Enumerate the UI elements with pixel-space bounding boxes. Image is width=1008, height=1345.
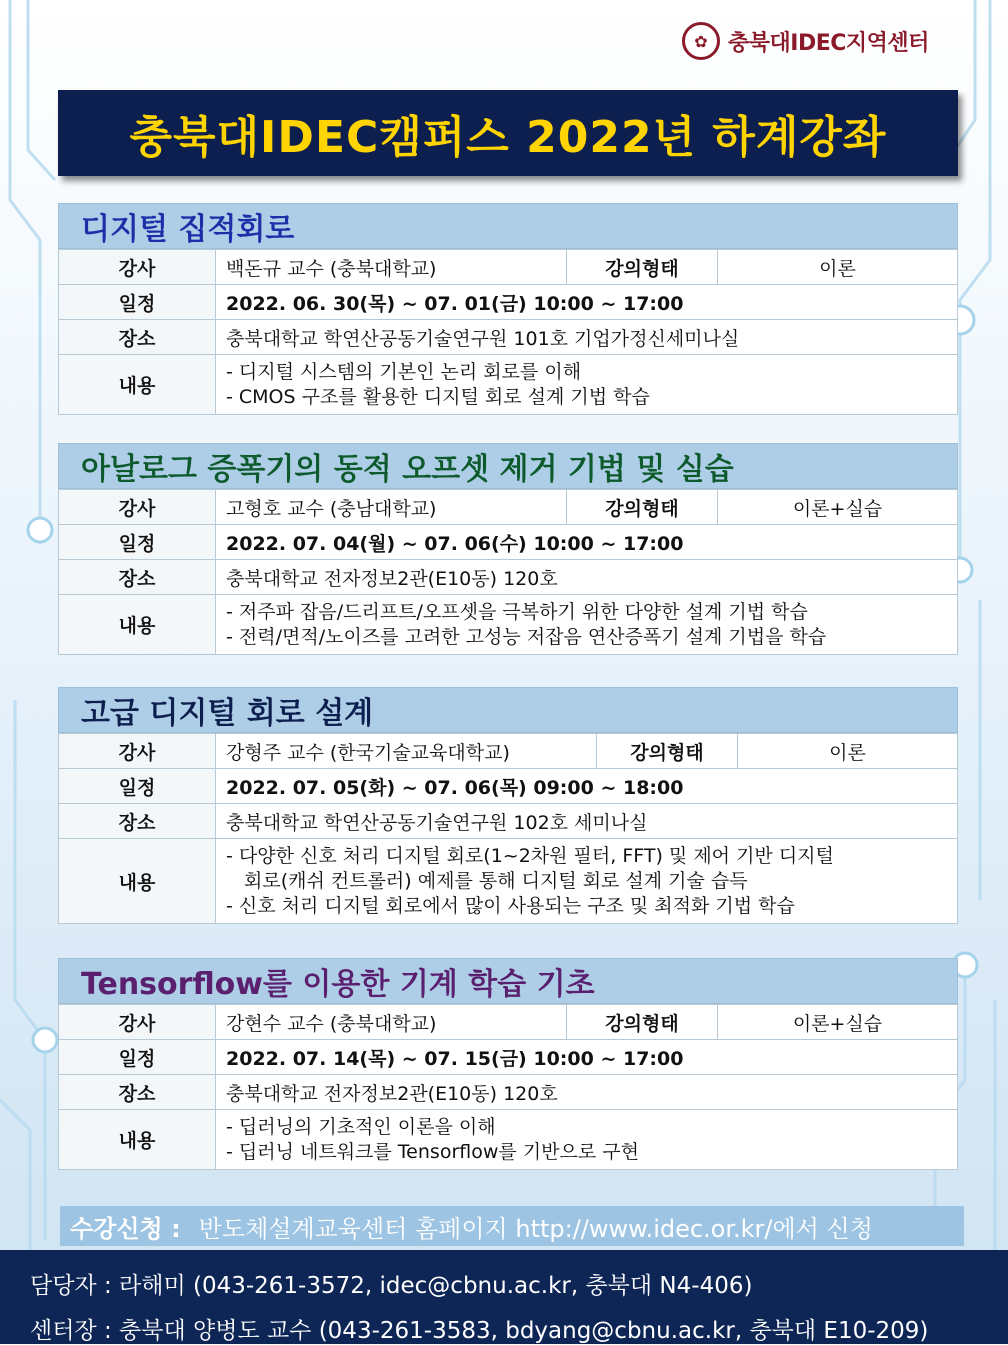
schedule-value: 2022. 07. 14(목) ~ 07. 15(금) 10:00 ~ 17:00 xyxy=(216,1040,958,1075)
course-card xyxy=(58,443,958,655)
content-line: - 전력/면적/노이즈를 고려한 고성능 저잡음 연산증폭기 설계 기법을 학습 xyxy=(226,625,827,648)
place-value: 충북대학교 전자정보2관(E10동) 120호 xyxy=(216,560,958,595)
schedule-value: 2022. 06. 30(목) ~ 07. 01(금) 10:00 ~ 17:00 xyxy=(216,285,958,320)
instructor-label: 강사 xyxy=(59,734,216,769)
content-value xyxy=(216,1110,958,1170)
course-title: 디지털 집적회로 xyxy=(58,203,958,249)
place-label: 장소 xyxy=(59,1075,216,1110)
place-label: 장소 xyxy=(59,560,216,595)
center-name: 충북대IDEC지역센터 xyxy=(728,30,929,56)
course-title: 아날로그 증폭기의 동적 오프셋 제거 기법 및 실습 xyxy=(58,443,958,489)
schedule-label: 일정 xyxy=(59,769,216,804)
type-label: 강의형태 xyxy=(567,250,718,285)
place-label: 장소 xyxy=(59,320,216,355)
type-value: 이론 xyxy=(738,734,958,769)
instructor-value: 강형주 교수 (한국기술교육대학교) xyxy=(216,734,597,769)
content-line: - CMOS 구조를 활용한 디지털 회로 설계 기법 학습 xyxy=(226,385,650,408)
content-label: 내용 xyxy=(59,595,216,655)
registration-text: 반도체설계교육센터 홈페이지 http://www.idec.or.kr/에서 신청 xyxy=(198,1214,873,1243)
content-line: 회로(캐쉬 컨트롤러) 예제를 통해 디지털 회로 설계 기술 습득 xyxy=(244,869,748,892)
content-label: 내용 xyxy=(59,1110,216,1170)
schedule-label: 일정 xyxy=(59,1040,216,1075)
content-line: - 저주파 잡음/드리프트/오프셋을 극복하기 위한 다양한 설계 기법 학습 xyxy=(226,600,808,623)
type-label: 강의형태 xyxy=(567,490,718,525)
type-value: 이론+실습 xyxy=(718,490,958,525)
course-card xyxy=(58,687,958,924)
place-label: 장소 xyxy=(59,804,216,839)
content-line: - 딥러닝 네트워크를 Tensorflow를 기반으로 구현 xyxy=(226,1140,639,1163)
content-label: 내용 xyxy=(59,355,216,415)
instructor-label: 강사 xyxy=(59,490,216,525)
course-title: Tensorflow를 이용한 기계 학습 기초 xyxy=(58,958,958,1004)
page-title: 충북대IDEC캠퍼스 2022년 하계강좌 xyxy=(129,112,887,163)
content-line: - 신호 처리 디지털 회로에서 많이 사용되는 구조 및 최적화 기법 학습 xyxy=(226,894,795,917)
type-value: 이론+실습 xyxy=(718,1005,958,1040)
schedule-label: 일정 xyxy=(59,525,216,560)
schedule-label: 일정 xyxy=(59,285,216,320)
center-logo xyxy=(682,22,929,60)
course-info-table xyxy=(58,489,958,655)
content-label: 내용 xyxy=(59,839,216,924)
schedule-value: 2022. 07. 05(화) ~ 07. 06(목) 09:00 ~ 18:00 xyxy=(216,769,958,804)
place-value: 충북대학교 학연산공동기술연구원 101호 기업가정신세미나실 xyxy=(216,320,958,355)
instructor-value: 고형호 교수 (충남대학교) xyxy=(216,490,567,525)
contact-footer xyxy=(0,1250,1008,1344)
course-card xyxy=(58,203,958,415)
content-line: - 딥러닝의 기초적인 이론을 이해 xyxy=(226,1115,496,1138)
registration-label: 수강신청 : xyxy=(70,1214,181,1243)
registration-banner xyxy=(60,1206,964,1246)
content-line: - 디지털 시스템의 기본인 논리 회로를 이해 xyxy=(226,360,582,383)
contact-person: 담당자 : 라해미 (043-261-3572, idec@cbnu.ac.kr, 충북대 N4-406) xyxy=(30,1273,753,1299)
type-label: 강의형태 xyxy=(567,1005,718,1040)
instructor-value: 백돈규 교수 (충북대학교) xyxy=(216,250,567,285)
course-info-table xyxy=(58,733,958,924)
content-value xyxy=(216,839,958,924)
type-label: 강의형태 xyxy=(597,734,738,769)
instructor-value: 강현수 교수 (충북대학교) xyxy=(216,1005,567,1040)
university-seal-icon: ✿ xyxy=(682,22,720,60)
course-info-table xyxy=(58,1004,958,1170)
course-card xyxy=(58,958,958,1170)
type-value: 이론 xyxy=(718,250,958,285)
content-value xyxy=(216,595,958,655)
title-banner xyxy=(58,90,958,176)
content-value xyxy=(216,355,958,415)
content-line: - 다양한 신호 처리 디지털 회로(1~2차원 필터, FFT) 및 제어 기반 디지털 xyxy=(226,844,834,867)
place-value: 충북대학교 전자정보2관(E10동) 120호 xyxy=(216,1075,958,1110)
instructor-label: 강사 xyxy=(59,250,216,285)
course-title: 고급 디지털 회로 설계 xyxy=(58,687,958,733)
center-director: 센터장 : 충북대 양병도 교수 (043-261-3583, bdyang@cbnu.ac.kr, 충북대 E10-209) xyxy=(30,1318,929,1344)
course-info-table xyxy=(58,249,958,415)
place-value: 충북대학교 학연산공동기술연구원 102호 세미나실 xyxy=(216,804,958,839)
instructor-label: 강사 xyxy=(59,1005,216,1040)
schedule-value: 2022. 07. 04(월) ~ 07. 06(수) 10:00 ~ 17:00 xyxy=(216,525,958,560)
